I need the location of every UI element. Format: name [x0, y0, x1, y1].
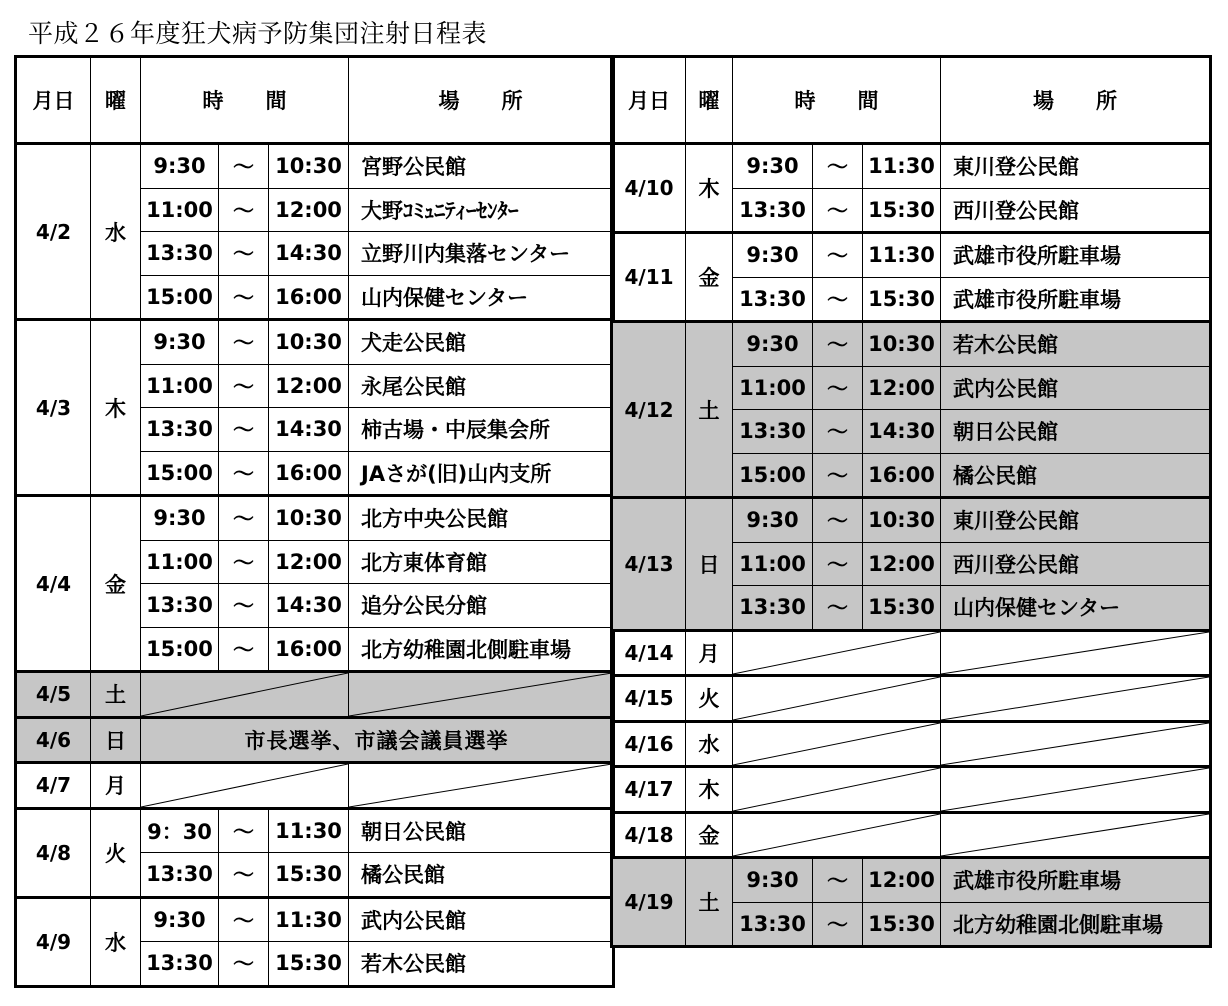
end-time: 10:30 — [863, 322, 941, 367]
end-time: 10:30 — [269, 144, 349, 189]
date-cell: 4/8 — [17, 808, 91, 897]
schedule-row — [613, 144, 1210, 189]
start-time: 15:00 — [141, 275, 219, 320]
empty-time-slot — [733, 812, 941, 858]
end-time: 16:00 — [269, 451, 349, 496]
schedule-row — [613, 630, 1210, 676]
start-time: 11:00 — [141, 364, 219, 408]
empty-time-slot — [733, 630, 941, 676]
date-cell: 4/12 — [613, 322, 686, 498]
place-name: 犬走公民館 — [349, 320, 613, 365]
empty-time-slot — [733, 676, 941, 722]
start-time: 9:30 — [141, 320, 219, 365]
page-title: 平成２６年度狂犬病予防集団注射日程表 — [28, 19, 488, 48]
start-time: 9:30 — [141, 897, 219, 942]
end-time: 10:30 — [269, 496, 349, 541]
weekday-cell: 水 — [686, 721, 733, 767]
schedule-row — [613, 233, 1210, 278]
schedule-row — [17, 808, 613, 853]
date-cell: 4/5 — [17, 672, 91, 718]
empty-place-slot — [941, 767, 1210, 813]
empty-time-slot — [733, 721, 941, 767]
date-cell: 4/19 — [613, 858, 686, 946]
date-cell: 4/18 — [613, 812, 686, 858]
empty-place-slot — [349, 672, 613, 718]
place-name: 山内保健センター — [941, 586, 1210, 631]
date-cell: 4/11 — [613, 233, 686, 322]
schedule-row — [613, 721, 1210, 767]
end-time: 15:30 — [863, 277, 941, 322]
schedule-table-left — [16, 57, 613, 986]
start-time: 11:00 — [141, 540, 219, 584]
place-name: 東川登公民館 — [941, 498, 1210, 543]
end-time: 12:00 — [269, 540, 349, 584]
place-name: 武内公民館 — [349, 897, 613, 942]
weekday-cell: 土 — [91, 672, 141, 718]
weekday-cell: 月 — [91, 763, 141, 809]
start-time: 11:00 — [141, 188, 219, 232]
tilde: 〜 — [219, 188, 269, 232]
start-time: 13:30 — [733, 188, 813, 233]
tilde: 〜 — [813, 586, 863, 631]
header-row — [613, 58, 1210, 144]
empty-place-slot — [941, 676, 1210, 722]
weekday-cell: 木 — [686, 144, 733, 233]
place-name: 柿古場・中辰集会所 — [349, 408, 613, 452]
date-cell: 4/10 — [613, 144, 686, 233]
tilde: 〜 — [813, 277, 863, 322]
weekday-cell: 土 — [686, 858, 733, 946]
tilde: 〜 — [813, 453, 863, 498]
weekday-cell: 火 — [686, 676, 733, 722]
place-name: 若木公民館 — [941, 322, 1210, 367]
end-time: 15:30 — [863, 902, 941, 946]
tilde: 〜 — [219, 408, 269, 452]
end-time: 15:30 — [269, 853, 349, 898]
tilde: 〜 — [813, 144, 863, 189]
date-cell: 4/4 — [17, 496, 91, 672]
place-name: 立野川内集落センター — [349, 232, 613, 276]
start-time: 13:30 — [733, 410, 813, 454]
schedule-row — [17, 763, 613, 809]
schedule-row — [17, 672, 613, 718]
end-time: 11:30 — [269, 808, 349, 853]
tilde: 〜 — [813, 498, 863, 543]
empty-place-slot — [941, 812, 1210, 858]
end-time: 14:30 — [269, 408, 349, 452]
tilde: 〜 — [219, 451, 269, 496]
tilde: 〜 — [813, 410, 863, 454]
place-name: 東川登公民館 — [941, 144, 1210, 189]
place-name: 橘公民館 — [941, 453, 1210, 498]
weekday-cell: 日 — [91, 717, 141, 763]
end-time: 15:30 — [863, 586, 941, 631]
start-time: 13:30 — [733, 277, 813, 322]
weekday-cell: 水 — [91, 897, 141, 985]
tilde: 〜 — [813, 188, 863, 233]
schedule-row — [17, 320, 613, 365]
tilde: 〜 — [219, 496, 269, 541]
start-time: 13:30 — [141, 408, 219, 452]
tilde: 〜 — [219, 540, 269, 584]
end-time: 11:30 — [863, 233, 941, 278]
place-name: 西川登公民館 — [941, 542, 1210, 586]
start-time: 9:30 — [733, 144, 813, 189]
place-name: 北方東体育館 — [349, 540, 613, 584]
empty-place-slot — [941, 721, 1210, 767]
tilde: 〜 — [813, 366, 863, 410]
start-time: 15:00 — [733, 453, 813, 498]
end-time: 16:00 — [269, 627, 349, 672]
schedule-row — [613, 498, 1210, 543]
start-time: 9:30 — [733, 322, 813, 367]
start-time: 9：30 — [141, 808, 219, 853]
end-time: 10:30 — [863, 498, 941, 543]
empty-time-slot — [141, 672, 349, 718]
start-time: 9:30 — [733, 498, 813, 543]
place-name: 北方中央公民館 — [349, 496, 613, 541]
place-name: 北方幼稚園北側駐車場 — [349, 627, 613, 672]
schedule-row — [613, 322, 1210, 367]
start-time: 13:30 — [141, 584, 219, 628]
empty-place-slot — [349, 763, 613, 809]
start-time: 9:30 — [141, 144, 219, 189]
start-time: 9:30 — [733, 233, 813, 278]
weekday-cell: 金 — [91, 496, 141, 672]
tilde: 〜 — [219, 942, 269, 986]
date-cell: 4/2 — [17, 144, 91, 320]
tilde: 〜 — [813, 858, 863, 903]
empty-time-slot — [733, 767, 941, 813]
date-cell: 4/14 — [613, 630, 686, 676]
tilde: 〜 — [219, 320, 269, 365]
note-cell: 市長選挙、市議会議員選挙 — [141, 717, 613, 763]
place-name: 宮野公民館 — [349, 144, 613, 189]
place-name: 橘公民館 — [349, 853, 613, 898]
header-place: 場 所 — [941, 58, 1210, 144]
end-time: 12:00 — [269, 188, 349, 232]
header-date: 月日 — [17, 58, 91, 144]
date-cell: 4/7 — [17, 763, 91, 809]
tilde: 〜 — [813, 902, 863, 946]
tilde: 〜 — [813, 233, 863, 278]
end-time: 14:30 — [269, 232, 349, 276]
tilde: 〜 — [813, 322, 863, 367]
weekday-cell: 木 — [686, 767, 733, 813]
tilde: 〜 — [219, 364, 269, 408]
schedule-row — [17, 496, 613, 541]
end-time: 12:00 — [863, 542, 941, 586]
place-name: 追分公民分館 — [349, 584, 613, 628]
end-time: 14:30 — [269, 584, 349, 628]
header-time: 時 間 — [141, 58, 349, 144]
tilde: 〜 — [219, 144, 269, 189]
tilde: 〜 — [219, 897, 269, 942]
place-name: 武雄市役所駐車場 — [941, 858, 1210, 903]
tilde: 〜 — [219, 584, 269, 628]
date-cell: 4/13 — [613, 498, 686, 631]
tilde: 〜 — [219, 232, 269, 276]
end-time: 16:00 — [863, 453, 941, 498]
start-time: 13:30 — [733, 902, 813, 946]
weekday-cell: 金 — [686, 812, 733, 858]
schedule-row — [613, 676, 1210, 722]
place-name: 若木公民館 — [349, 942, 613, 986]
start-time: 9:30 — [733, 858, 813, 903]
schedule-row — [613, 858, 1210, 903]
start-time: 15:00 — [141, 451, 219, 496]
schedule-row — [613, 767, 1210, 813]
place-name: 武内公民館 — [941, 366, 1210, 410]
tilde: 〜 — [219, 627, 269, 672]
tilde: 〜 — [219, 853, 269, 898]
end-time: 12:00 — [863, 858, 941, 903]
start-time: 9:30 — [141, 496, 219, 541]
end-time: 14:30 — [863, 410, 941, 454]
weekday-cell: 火 — [91, 808, 141, 897]
schedule-row — [17, 717, 613, 763]
date-cell: 4/16 — [613, 721, 686, 767]
header-date: 月日 — [613, 58, 686, 144]
place-name: 武雄市役所駐車場 — [941, 233, 1210, 278]
tilde: 〜 — [813, 542, 863, 586]
weekday-cell: 水 — [91, 144, 141, 320]
schedule-row — [17, 144, 613, 189]
header-place: 場 所 — [349, 58, 613, 144]
tilde: 〜 — [219, 275, 269, 320]
date-cell: 4/15 — [613, 676, 686, 722]
weekday-cell: 土 — [686, 322, 733, 498]
schedule-table-right — [612, 57, 1210, 946]
start-time: 13:30 — [141, 232, 219, 276]
header-time: 時 間 — [733, 58, 941, 144]
start-time: 15:00 — [141, 627, 219, 672]
end-time: 15:30 — [863, 188, 941, 233]
date-cell: 4/17 — [613, 767, 686, 813]
place-name: 大野ｺﾐｭﾆﾃｨｰｾﾝﾀｰ — [349, 188, 613, 232]
header-row — [17, 58, 613, 144]
end-time: 12:00 — [269, 364, 349, 408]
place-name: 武雄市役所駐車場 — [941, 277, 1210, 322]
end-time: 10:30 — [269, 320, 349, 365]
place-name: 山内保健センター — [349, 275, 613, 320]
date-cell: 4/9 — [17, 897, 91, 985]
start-time: 13:30 — [141, 853, 219, 898]
weekday-cell: 金 — [686, 233, 733, 322]
date-cell: 4/6 — [17, 717, 91, 763]
start-time: 13:30 — [141, 942, 219, 986]
weekday-cell: 木 — [91, 320, 141, 496]
schedule-row — [613, 812, 1210, 858]
empty-place-slot — [941, 630, 1210, 676]
schedule-row — [17, 897, 613, 942]
place-name: 西川登公民館 — [941, 188, 1210, 233]
date-cell: 4/3 — [17, 320, 91, 496]
place-name: 永尾公民館 — [349, 364, 613, 408]
weekday-cell: 月 — [686, 630, 733, 676]
header-day: 曜 — [91, 58, 141, 144]
place-name: 朝日公民館 — [349, 808, 613, 853]
place-name: 北方幼稚園北側駐車場 — [941, 902, 1210, 946]
end-time: 15:30 — [269, 942, 349, 986]
place-name: JAさが(旧)山内支所 — [349, 451, 613, 496]
end-time: 16:00 — [269, 275, 349, 320]
end-time: 11:30 — [863, 144, 941, 189]
end-time: 12:00 — [863, 366, 941, 410]
place-name: 朝日公民館 — [941, 410, 1210, 454]
end-time: 11:30 — [269, 897, 349, 942]
start-time: 11:00 — [733, 542, 813, 586]
start-time: 13:30 — [733, 586, 813, 631]
empty-time-slot — [141, 763, 349, 809]
header-day: 曜 — [686, 58, 733, 144]
start-time: 11:00 — [733, 366, 813, 410]
weekday-cell: 日 — [686, 498, 733, 631]
tilde: 〜 — [219, 808, 269, 853]
